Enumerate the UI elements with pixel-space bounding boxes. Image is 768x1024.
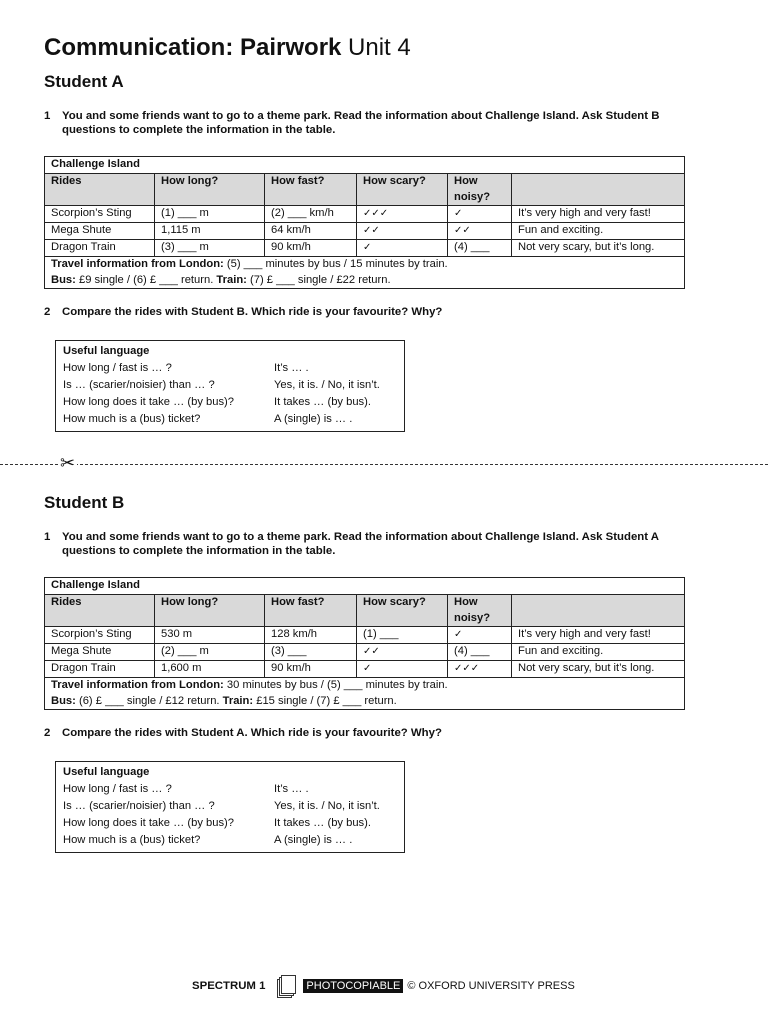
ride-scary: ✓✓✓: [357, 206, 448, 223]
ride-noisy: (4) ___: [448, 239, 512, 256]
question-number: 2: [44, 306, 51, 318]
footer-spectrum: SPECTRUM 1: [192, 980, 266, 992]
ride-comment: Not very scary, but it’s long.: [512, 660, 685, 677]
ride-length: (1) ___ m: [155, 206, 265, 223]
ride-noisy: ✓✓✓: [448, 660, 512, 677]
ride-scary: ✓: [357, 239, 448, 256]
student-a-question-2: [44, 305, 704, 319]
useful-answer: A (single) is … .: [274, 834, 353, 846]
useful-question: How long does it take … (by bus)?: [63, 817, 235, 829]
ride-noisy: (4) ___: [448, 644, 512, 661]
ride-noisy: ✓✓: [448, 223, 512, 240]
travel-text: 30 minutes by bus / (5) ___ minutes by train.: [223, 678, 448, 691]
useful-question: How long / fast is … ?: [63, 783, 172, 795]
header-how-scary: How scary?: [357, 594, 448, 627]
question-number: 1: [44, 110, 51, 122]
bus-label: Bus:: [51, 694, 76, 707]
ride-scary: ✓: [357, 660, 448, 677]
header-how-noisy: How noisy?: [448, 594, 512, 627]
useful-answer: It takes … (by bus).: [274, 817, 371, 829]
question-text: Compare the rides with Student A. Which ride is your favourite? Why?: [62, 727, 442, 739]
ride-length: (3) ___ m: [155, 239, 265, 256]
useful-answer: Yes, it is. / No, it isn’t.: [274, 800, 380, 812]
header-how-long: How long?: [155, 594, 265, 627]
photocopiable-badge: PHOTOCOPIABLE: [303, 979, 403, 993]
travel-label: Travel information from London:: [51, 678, 224, 691]
table-title: Challenge Island: [45, 578, 685, 595]
ride-scary: (1) ___: [357, 627, 448, 644]
header-rides: Rides: [45, 594, 155, 627]
useful-question: How much is a (bus) ticket?: [63, 413, 201, 425]
train-text: £15 single / (7) £ ___ return.: [253, 694, 397, 707]
useful-question: How long does it take … (by bus)?: [63, 396, 235, 408]
train-label: Train:: [216, 273, 247, 286]
train-text: (7) £ ___ single / £22 return.: [246, 273, 391, 286]
photocopy-icon: [277, 975, 295, 997]
table-title: Challenge Island: [45, 157, 685, 174]
table-row: [45, 627, 685, 644]
bus-text: £9 single / (6) £ ___ return.: [75, 273, 217, 286]
travel-info: [45, 677, 685, 710]
student-a-table: [44, 156, 685, 289]
useful-question: Is … (scarier/noisier) than … ?: [63, 379, 215, 391]
ride-length: 530 m: [155, 627, 265, 644]
useful-language-row: [56, 377, 404, 394]
useful-language-row: [56, 798, 404, 815]
header-how-fast: How fast?: [265, 173, 357, 206]
useful-answer: It’s … .: [274, 362, 309, 374]
ride-name: Mega Shute: [45, 644, 155, 661]
train-label: Train:: [222, 694, 254, 707]
ride-comment: Fun and exciting.: [512, 223, 685, 240]
student-a-question-1: [44, 109, 704, 137]
table-row: [45, 644, 685, 661]
student-b-question-2: [44, 726, 704, 740]
footer: [192, 975, 575, 997]
ride-name: Dragon Train: [45, 660, 155, 677]
table-row: [45, 239, 685, 256]
header-comment: [512, 173, 685, 206]
title-bold: Communication: Pairwork: [44, 34, 342, 61]
ride-length: (2) ___ m: [155, 644, 265, 661]
page-title: [44, 34, 411, 62]
ride-name: Mega Shute: [45, 223, 155, 240]
ride-scary: ✓✓: [357, 223, 448, 240]
useful-answer: Yes, it is. / No, it isn’t.: [274, 379, 380, 391]
ride-speed: 90 km/h: [265, 239, 357, 256]
ride-comment: Fun and exciting.: [512, 644, 685, 661]
table-row: [45, 206, 685, 223]
ride-speed: 90 km/h: [265, 660, 357, 677]
header-comment: [512, 594, 685, 627]
useful-question: How much is a (bus) ticket?: [63, 834, 201, 846]
useful-language-row: [56, 832, 404, 849]
useful-language-box-a: [55, 340, 405, 432]
bus-label: Bus:: [51, 273, 76, 286]
question-number: 2: [44, 727, 51, 739]
question-number: 1: [44, 531, 51, 543]
student-a-heading: Student A: [44, 72, 124, 91]
useful-answer: A (single) is … .: [274, 413, 353, 425]
travel-info-row: [45, 677, 685, 710]
travel-text: (5) ___ minutes by bus / 15 minutes by train.: [223, 257, 448, 270]
student-b-question-1: [44, 530, 704, 558]
table-row: [45, 223, 685, 240]
student-b-heading: Student B: [44, 493, 125, 512]
useful-language-heading: Useful language: [63, 345, 150, 357]
ride-speed: (2) ___ km/h: [265, 206, 357, 223]
useful-language-row: [56, 360, 404, 377]
ride-scary: ✓✓: [357, 644, 448, 661]
useful-language-row: [56, 394, 404, 411]
ride-speed: 128 km/h: [265, 627, 357, 644]
ride-speed: 64 km/h: [265, 223, 357, 240]
useful-language-row: [56, 815, 404, 832]
ride-speed: (3) ___: [265, 644, 357, 661]
travel-label: Travel information from London:: [51, 257, 224, 270]
ride-name: Scorpion’s Sting: [45, 627, 155, 644]
question-text: Compare the rides with Student B. Which ride is your favourite? Why?: [62, 306, 443, 318]
useful-answer: It’s … .: [274, 783, 309, 795]
useful-language-heading: Useful language: [63, 766, 150, 778]
useful-answer: It takes … (by bus).: [274, 396, 371, 408]
useful-question: How long / fast is … ?: [63, 362, 172, 374]
ride-noisy: ✓: [448, 206, 512, 223]
useful-language-row: [56, 781, 404, 798]
useful-language-box-b: [55, 761, 405, 853]
scissors-icon: ✂: [60, 453, 76, 474]
ride-comment: It’s very high and very fast!: [512, 206, 685, 223]
cut-line: [0, 464, 768, 465]
header-how-fast: How fast?: [265, 594, 357, 627]
ride-comment: It’s very high and very fast!: [512, 627, 685, 644]
travel-info: [45, 256, 685, 289]
ride-length: 1,115 m: [155, 223, 265, 240]
ride-name: Dragon Train: [45, 239, 155, 256]
ride-noisy: ✓: [448, 627, 512, 644]
ride-name: Scorpion’s Sting: [45, 206, 155, 223]
title-unit: Unit 4: [348, 34, 411, 61]
header-rides: Rides: [45, 173, 155, 206]
header-how-noisy: How noisy?: [448, 173, 512, 206]
travel-info-row: [45, 256, 685, 289]
useful-question: Is … (scarier/noisier) than … ?: [63, 800, 215, 812]
question-text: You and some friends want to go to a theme park. Read the information about Challenge Island. Ask Student B questions to complete the information in the table.: [62, 110, 660, 136]
bus-text: (6) £ ___ single / £12 return.: [75, 694, 223, 707]
header-how-scary: How scary?: [357, 173, 448, 206]
header-how-long: How long?: [155, 173, 265, 206]
ride-length: 1,600 m: [155, 660, 265, 677]
question-text: You and some friends want to go to a theme park. Read the information about Challenge Island. Ask Student A questions to complete the information in the table.: [62, 531, 659, 557]
footer-publisher: © OXFORD UNIVERSITY PRESS: [407, 980, 575, 992]
ride-comment: Not very scary, but it’s long.: [512, 239, 685, 256]
table-row: [45, 660, 685, 677]
useful-language-row: [56, 411, 404, 428]
student-b-table: [44, 577, 685, 710]
